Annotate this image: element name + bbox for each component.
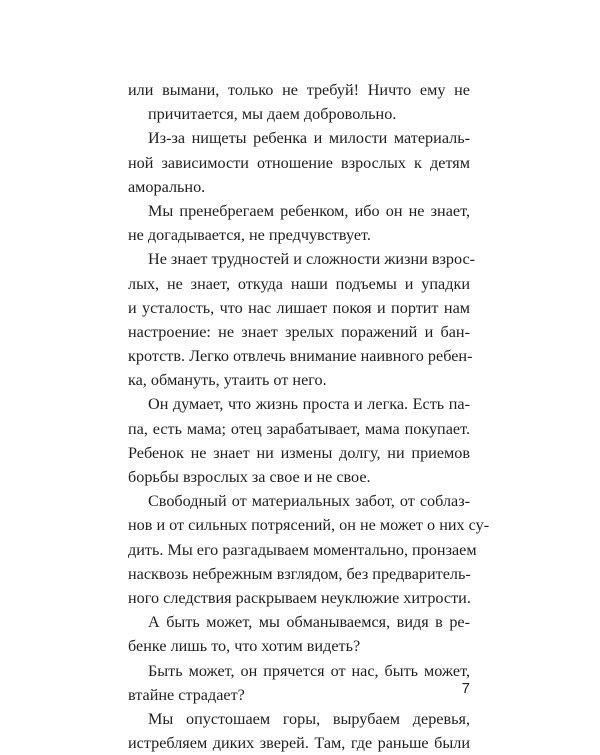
text-line: Ребенок не знает ни измены долгу, ни приемов	[128, 443, 470, 462]
page-number: 7	[461, 680, 470, 697]
text-line: бенке лишь то, что хотим видеть?	[128, 637, 361, 656]
text-line: Свободный от материальных забот, от соблаз-	[148, 492, 470, 511]
text-line: или вымани, только не требуй! Ничто ему не	[128, 81, 470, 99]
text-line: не догадывается, не предчувствует.	[128, 226, 371, 245]
text-line: истребляем диких зверей. Там, где раньше были	[128, 734, 470, 753]
body-text	[128, 78, 490, 755]
text-line: ного следствия раскрываем неуклюжие хитрости.	[128, 588, 471, 607]
text-line: па, есть мама; отец зарабатывает, мама покупает.	[128, 419, 470, 438]
text-line: ка, обмануть, утаить от него.	[128, 371, 327, 390]
text-line: Он думает, что жизнь проста и легка. Есть па-	[148, 395, 470, 414]
text-line: Мы пренебрегаем ребенком, ибо он не знает,	[148, 201, 470, 220]
text-line: Мы опустошаем горы, вырубаем деревья,	[148, 709, 470, 728]
text-line: Быть может, он прячется от нас, быть может,	[148, 661, 470, 680]
text-line: нов и от сильных потрясений, он не может о них су-	[128, 516, 490, 535]
text-line: дить. Мы его разгадываем моментально, пронзаем	[128, 540, 477, 559]
text-line: ной зависимости отношение взрослых к детям	[128, 153, 470, 172]
text-line: втайне страдает?	[128, 685, 245, 704]
text-line: и усталость, что нас лишает покоя и портит нам	[128, 298, 470, 317]
text-line: А быть может, мы обманываемся, видя в ре-	[148, 613, 470, 632]
text-line: аморально.	[128, 177, 206, 196]
text-line: лых, не знает, откуда наши подъемы и упадки	[128, 274, 470, 293]
text-line: настроение: не знает зрелых поражений и бан-	[128, 322, 470, 341]
text-line: насквозь небрежным взглядом, без предваритель-	[128, 564, 471, 583]
text-line: борьбы взрослых за свое и не свое.	[128, 468, 371, 486]
text-line: Не знает трудностей и сложности жизни взрос-	[148, 250, 476, 269]
text-line: Из-за нищеты ребенка и милости материаль-	[148, 129, 470, 148]
text-line: кротств. Легко отвлечь внимание наивного ребен-	[128, 347, 473, 366]
text-line: причитается, мы даем добровольно.	[148, 105, 397, 124]
